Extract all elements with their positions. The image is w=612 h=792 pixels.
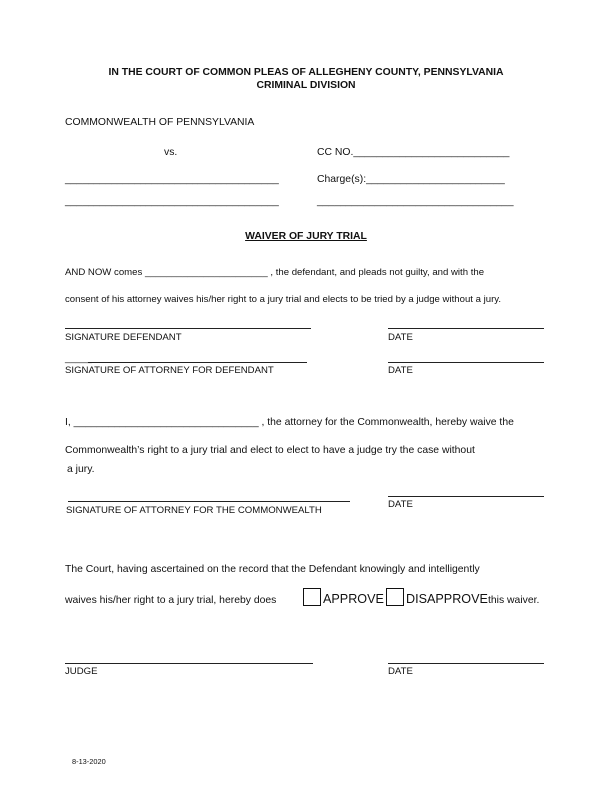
defendant-paragraph-line2: consent of his attorney waives his/her right to a jury trial and elects to be tried by a judge without a jury.	[65, 294, 502, 305]
cc-no-blank: ___________________________	[353, 147, 510, 158]
court-waives-text: waives his/her right to a jury trial, hereby does	[65, 595, 277, 606]
defendant-pleads-text: , the defendant, and pleads not guilty, and with the	[270, 267, 485, 278]
date-label-4: DATE	[388, 666, 413, 677]
signature-defendant-label: SIGNATURE DEFENDANT	[65, 332, 182, 343]
court-heading: IN THE COURT OF COMMON PLEAS OF ALLEGHENY COUNTY, PENNSYLVANIA	[108, 67, 504, 78]
revision-date: 8-13-2020	[72, 757, 106, 766]
charges-field-2[interactable]: __________________________________	[317, 196, 514, 207]
commonwealth-date-line[interactable]	[388, 496, 544, 497]
court-paragraph-line1: The Court, having ascertained on the record that the Defendant knowingly and intelligently	[65, 564, 480, 575]
date-label-2: DATE	[388, 365, 413, 376]
defendant-paragraph-line1	[65, 267, 484, 278]
date-label-1: DATE	[388, 332, 413, 343]
defendant-name-field-1[interactable]: _____________________________________	[65, 174, 279, 185]
signature-commonwealth-label: SIGNATURE OF ATTORNEY FOR THE COMMONWEALTH	[66, 505, 322, 516]
this-waiver-text: this waiver.	[488, 595, 540, 606]
judge-date-line[interactable]	[388, 663, 544, 664]
attorney-defendant-signature-line[interactable]	[88, 362, 307, 363]
approve-checkbox[interactable]	[303, 588, 321, 606]
versus-label: vs.	[164, 147, 178, 158]
cc-no-label: CC NO.	[317, 147, 354, 158]
defendant-name-blank[interactable]: _______________________	[144, 267, 268, 278]
commonwealth-signature-line[interactable]	[68, 501, 350, 502]
date-label-3: DATE	[388, 499, 413, 510]
judge-signature-line[interactable]	[65, 663, 313, 664]
attorney-defendant-date-line[interactable]	[388, 362, 544, 363]
commonwealth-paragraph-line1	[65, 417, 514, 428]
cc-no-field[interactable]	[317, 147, 509, 158]
defendant-signature-line[interactable]	[65, 328, 311, 329]
charges-field[interactable]	[317, 174, 505, 185]
i-text: I,	[65, 417, 71, 428]
disapprove-label: DISAPPROVE	[406, 592, 488, 606]
division-heading: CRIMINAL DIVISION	[256, 80, 356, 91]
commonwealth-attorney-blank[interactable]: ________________________________	[73, 417, 259, 428]
charges-blank: ________________________	[366, 174, 505, 185]
attorney-signature-prefix: _____	[65, 353, 92, 364]
plaintiff-name: COMMONWEALTH OF PENNSYLVANIA	[65, 117, 255, 128]
disapprove-checkbox[interactable]	[386, 588, 404, 606]
commonwealth-paragraph-line2: Commonwealth’s right to a jury trial and elect to elect to have a judge try the case without	[65, 445, 475, 456]
signature-attorney-defendant-label: SIGNATURE OF ATTORNEY FOR DEFENDANT	[65, 365, 274, 376]
approve-label: APPROVE	[323, 592, 384, 606]
judge-label: JUDGE	[65, 666, 98, 677]
charges-label: Charge(s):	[317, 174, 367, 185]
and-now-comes-text: AND NOW comes	[65, 267, 143, 278]
defendant-name-field-2[interactable]: _____________________________________	[65, 196, 279, 207]
commonwealth-paragraph-line3: a jury.	[67, 464, 95, 475]
commonwealth-waive-text: , the attorney for the Commonwealth, hereby waive the	[261, 417, 514, 428]
document-title: WAIVER OF JURY TRIAL	[245, 231, 367, 242]
defendant-date-line[interactable]	[388, 328, 544, 329]
